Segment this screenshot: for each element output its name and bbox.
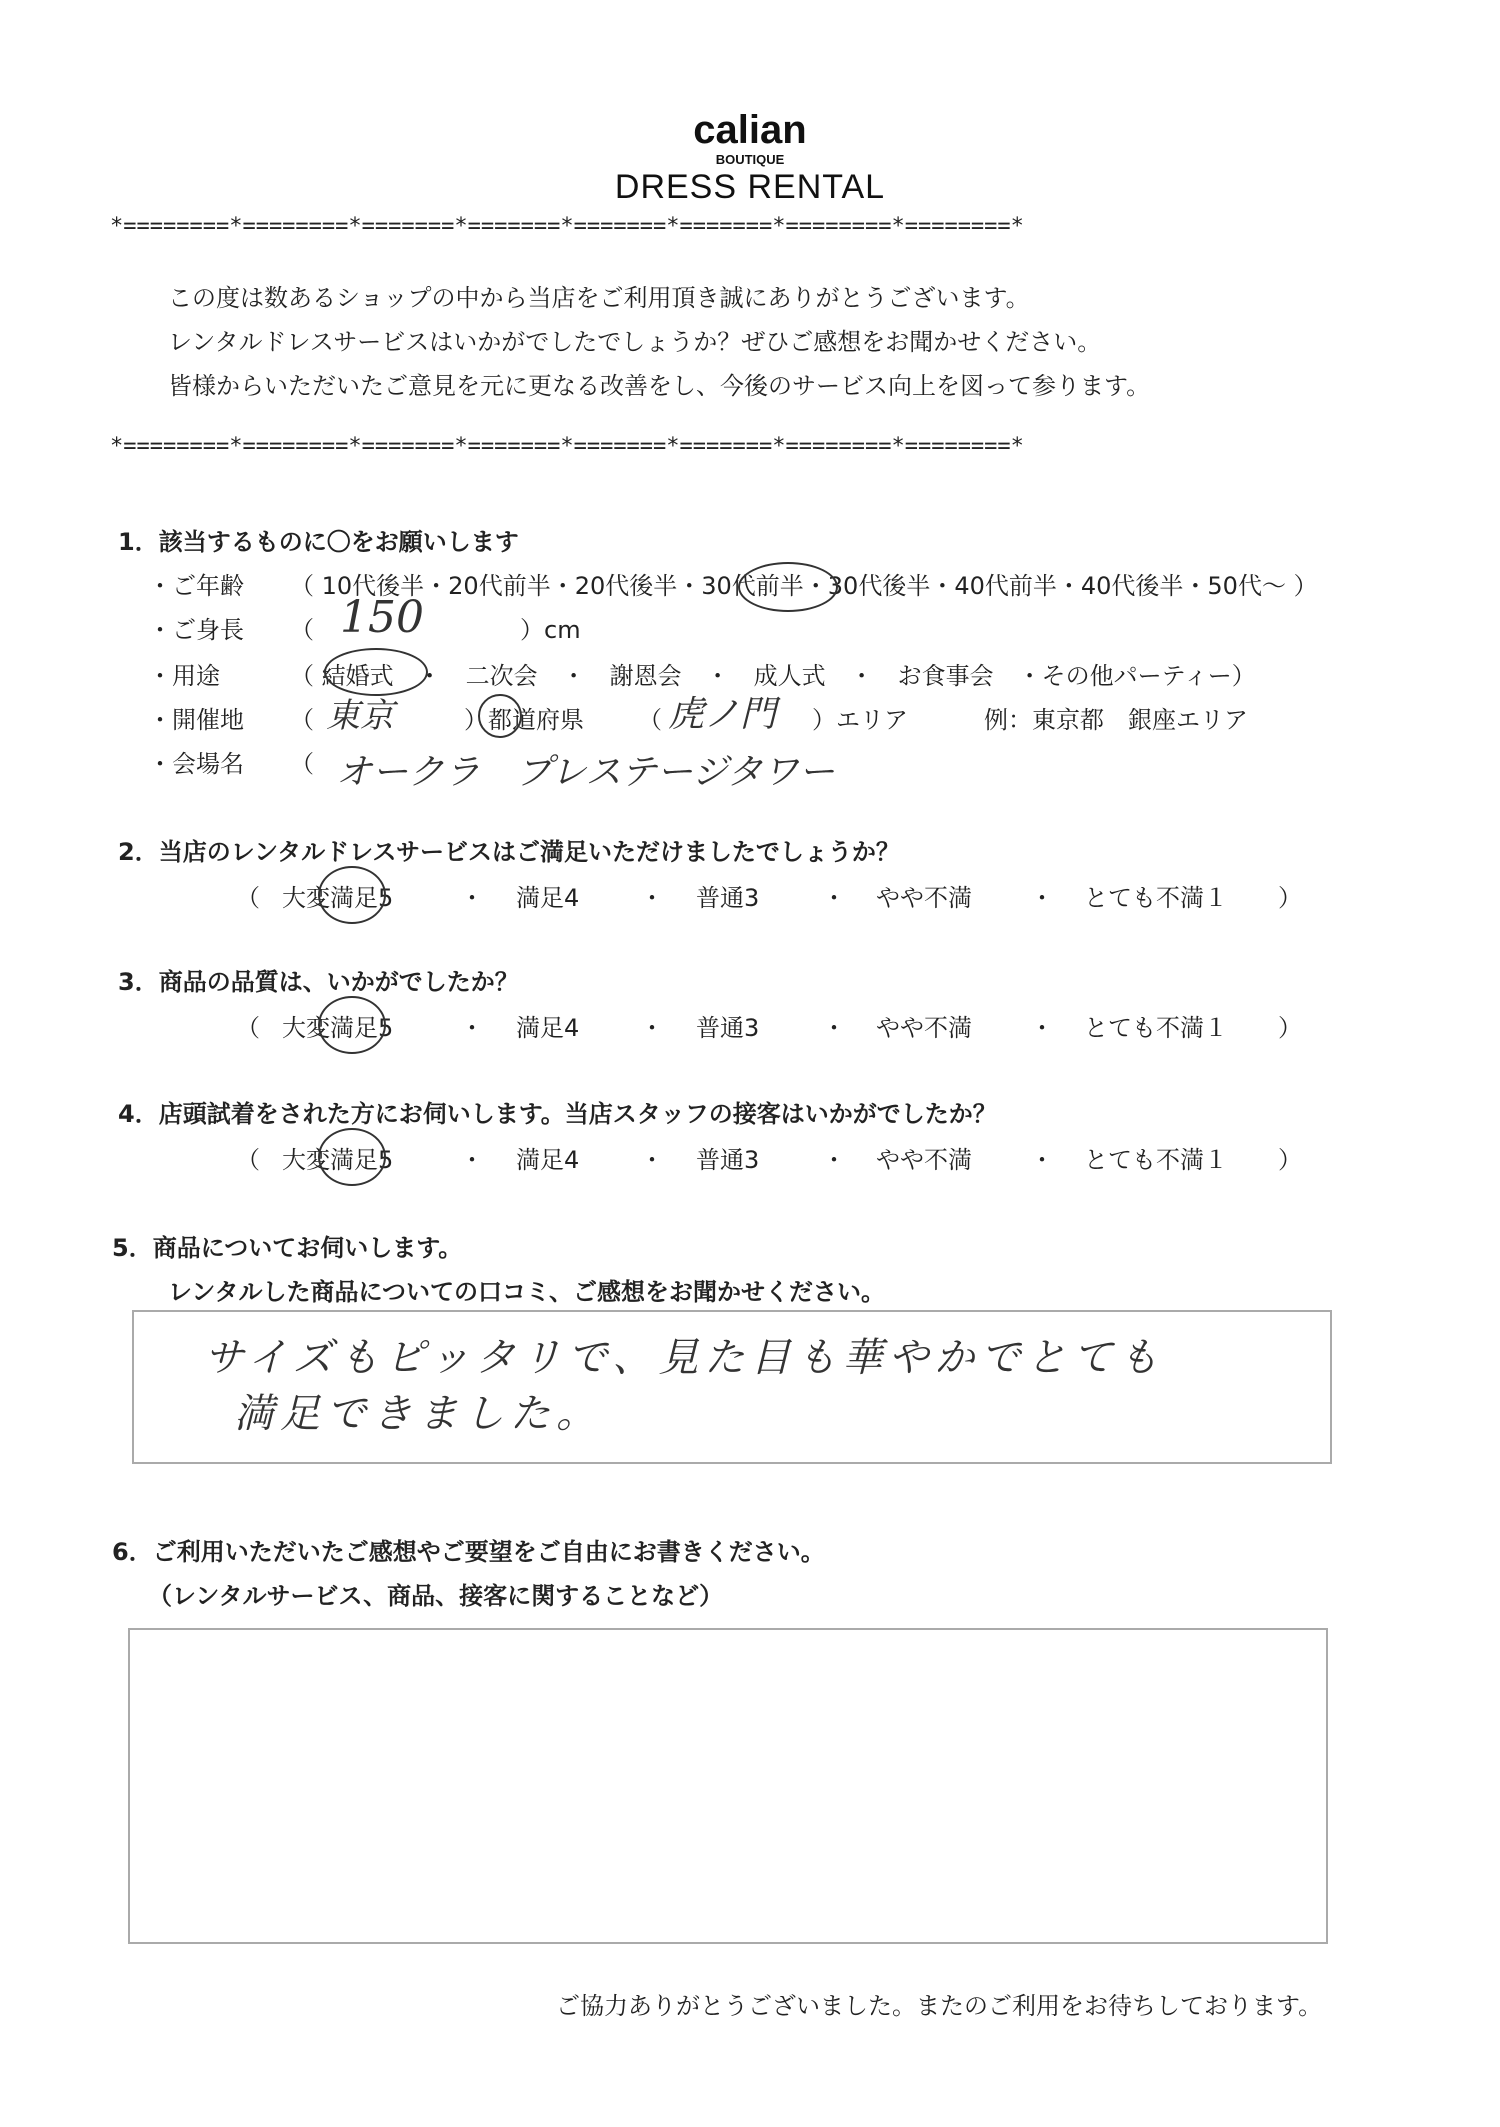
q2-sep-3: ・ [822, 884, 846, 912]
q4-option-4[interactable]: 満足4 [516, 1146, 580, 1174]
q4-option-2[interactable]: やや不満 [876, 1146, 972, 1174]
location-open: （ [290, 706, 314, 734]
location-pref-suffix: ）都道府県 [464, 706, 584, 734]
venue-label: ・会場名 [148, 750, 244, 778]
q3-sep-1: ・ [460, 1014, 484, 1042]
q5-answer-box[interactable] [132, 1310, 1332, 1464]
age-options: （ 10代後半・20代前半・20代後半・30代前半・30代後半・40代前半・40代後半・50代～ ） [290, 572, 1318, 600]
q5-title: 5．商品についてお伺いします。 [112, 1234, 463, 1262]
q4-open: （ [236, 1146, 260, 1174]
q3-option-3[interactable]: 普通3 [696, 1014, 760, 1042]
q2-selected-circle [318, 866, 386, 924]
q3-option-4[interactable]: 満足4 [516, 1014, 580, 1042]
q2-option-1[interactable]: とても不満１ [1084, 884, 1228, 912]
q3-sep-4: ・ [1030, 1014, 1054, 1042]
q6-answer-box[interactable] [128, 1628, 1328, 1944]
intro-line-3: 皆様からいただいたご意見を元に更なる改善をし、今後のサービス向上を図って参ります。 [168, 372, 1151, 400]
q1-title: 1．該当するものに〇をお願いします [118, 528, 519, 556]
q2-sep-4: ・ [1030, 884, 1054, 912]
q5-answer-line-2: 満足できました。 [234, 1391, 602, 1437]
q4-sep-1: ・ [460, 1146, 484, 1174]
q4-close: ） [1278, 1146, 1302, 1174]
q2-close: ） [1278, 884, 1302, 912]
q3-option-5[interactable]: 大変満足5 [282, 1014, 394, 1042]
q4-selected-circle [318, 1128, 386, 1186]
pref-selected-circle [478, 694, 522, 738]
age-selected-circle [738, 562, 838, 612]
intro-line-2: レンタルドレスサービスはいかがでしたでしょうか？ぜひご感想をお聞かせください。 [168, 328, 1102, 356]
q2-sep-2: ・ [640, 884, 664, 912]
q3-sep-2: ・ [640, 1014, 664, 1042]
brand-logo: calian [693, 108, 807, 152]
q4-sep-4: ・ [1030, 1146, 1054, 1174]
q3-sep-3: ・ [822, 1014, 846, 1042]
location-label: ・開催地 [148, 706, 244, 734]
q2-title: 2．当店のレンタルドレスサービスはご満足いただけましたでしょうか？ [118, 838, 900, 866]
location-area-suffix: ）エリア [812, 706, 908, 734]
divider-top: *========*========*=======*=======*=======*=======*========*========* [110, 214, 1024, 239]
q2-option-2[interactable]: やや不満 [876, 884, 972, 912]
q4-title: 4．店頭試着をされた方にお伺いします。当店スタッフの接客はいかがでしたか？ [118, 1100, 997, 1128]
height-close: ）cm [520, 616, 581, 644]
q3-open: （ [236, 1014, 260, 1042]
q3-option-2[interactable]: やや不満 [876, 1014, 972, 1042]
brand-sub: BOUTIQUE [715, 152, 785, 167]
q4-option-5[interactable]: 大変満足5 [282, 1146, 394, 1174]
height-open: （ [290, 616, 314, 644]
venue-value[interactable]: オークラ プレステージタワー [336, 752, 835, 793]
page-title: DRESS RENTAL [614, 168, 886, 206]
q2-sep-1: ・ [460, 884, 484, 912]
q3-selected-circle [318, 996, 386, 1054]
divider-bottom: *========*========*=======*=======*=======*=======*========*========* [110, 434, 1024, 459]
age-label: ・ご年齢 [148, 572, 244, 600]
location-area[interactable]: 虎ノ門 [668, 694, 777, 735]
q3-close: ） [1278, 1014, 1302, 1042]
q3-title: 3．商品の品質は、いかがでしたか？ [118, 968, 519, 996]
location-area-open: （ [638, 706, 662, 734]
intro-line-1: この度は数あるショップの中から当店をご利用頂き誠にありがとうございます。 [168, 284, 1030, 312]
q5-answer-line-1: サイズもピッタリで、見た目も華やかでとても [204, 1335, 1165, 1381]
q4-option-3[interactable]: 普通3 [696, 1146, 760, 1174]
purpose-options: （ 結婚式 ・ 二次会 ・ 謝恩会 ・ 成人式 ・ お食事会 ・その他パーティー） [290, 662, 1256, 690]
location-pref[interactable]: 東京 [326, 696, 394, 736]
q4-sep-2: ・ [640, 1146, 664, 1174]
q2-open: （ [236, 884, 260, 912]
q4-sep-3: ・ [822, 1146, 846, 1174]
q2-option-5[interactable]: 大変満足5 [282, 884, 394, 912]
q3-option-1[interactable]: とても不満１ [1084, 1014, 1228, 1042]
purpose-label: ・用途 [148, 662, 220, 690]
q6-title: 6．ご利用いただいたご感想やご要望をご自由にお書きください。 [112, 1538, 825, 1566]
venue-open: （ [290, 750, 314, 778]
q2-option-4[interactable]: 満足4 [516, 884, 580, 912]
q6-subtitle: （レンタルサービス、商品、接客に関することなど） [148, 1582, 724, 1610]
q5-subtitle: レンタルした商品についての口コミ、ご感想をお聞かせください。 [168, 1278, 885, 1306]
q4-option-1[interactable]: とても不満１ [1084, 1146, 1228, 1174]
q2-option-3[interactable]: 普通3 [696, 884, 760, 912]
height-value[interactable]: 150 [340, 592, 424, 643]
location-example: 例：東京都 銀座エリア [984, 706, 1248, 734]
footer-thanks: ご協力ありがとうございました。またのご利用をお待ちしております。 [556, 1992, 1323, 2020]
height-label: ・ご身長 [148, 616, 244, 644]
